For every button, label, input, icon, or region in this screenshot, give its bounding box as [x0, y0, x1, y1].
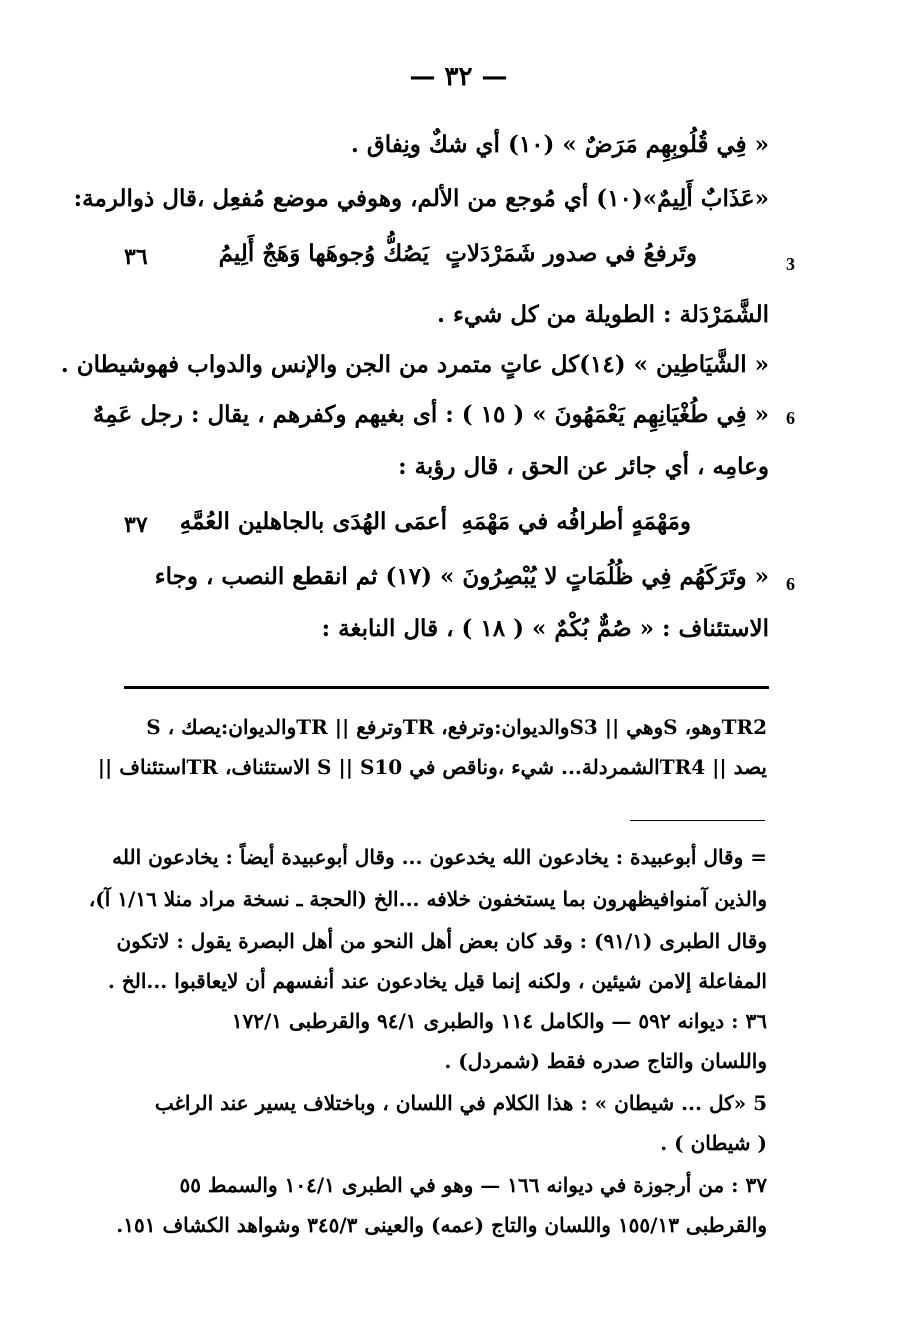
note-line: = وقال أبوعبيدة : يخادعون الله يخدعون ... وقال أبوعبيدة أيضاً : يخادعون الله [112, 845, 767, 869]
text-line: وعامِه ، أي جائر عن الحق ، قال رؤبة : [398, 453, 769, 480]
text-line: « فِي طُغْيَانِهِم يَعْمَهُونَ » ( ١٥ ) : أى بغيهم وكفرهم ، يقال : رجل عَمِهٌ [92, 401, 769, 428]
verse-number: ٣٦ [124, 244, 148, 270]
note-line: ٣٦ : ديوانه ٥٩٢ — والكامل ١١٤ والطبرى ٩٤/١ والقرطبى ١٧٢/١ [231, 1009, 767, 1033]
text-line: الشَّمَرْدَلة : الطويلة من كل شيء . [437, 301, 769, 328]
note-line: واللسان والتاج صدره فقط (شمردل) . [444, 1049, 767, 1073]
margin-line-marker: 6 [786, 574, 795, 594]
text-line: «عَذَابٌ أَلِيمٌ»(١٠) أي مُوجع من الألم، وهوفي موضع مُفعِل ،قال ذوالرمة: [73, 185, 769, 212]
verse-first-hemistich: وتَرفعُ في صدور شَمَرْدَلاتٍ [445, 240, 697, 267]
verse-second-hemistich: يَصُكُّ وُجوهَها وَهَجٌ أَلِيمُ [218, 240, 429, 267]
note-line: ( شيطان ) . [660, 1131, 767, 1155]
text-line: « الشَّيَاطِين » (١٤)كل عاتٍ متمرد من الجن والإنس والدواب فهوشيطان . [60, 351, 769, 378]
text-line: « وتَرَكَهُم فِي ظُلُمَاتٍ لا يُبْصِرُونَ » (١٧) ثم انقطع النصب ، وجاء [154, 563, 769, 590]
verse-number: ٣٧ [124, 512, 148, 538]
notes-divider [630, 820, 765, 821]
variant-line: يصد || TR4الشمردلة... شيء ،وناقص في S || S10 الاستئناف، TRاستئناف || [97, 755, 767, 779]
note-line: ٣٧ : من أرجوزة في ديوانه ١٦٦ — وهو في الطبرى ١٠٤/١ والسمط ٥٥ [179, 1173, 767, 1197]
note-line: والذين آمنوافيظهرون بما يستخفون خلافه ...الخ (الحجة ـ نسخة مراد منلا ١/١٦ آ)، [88, 887, 767, 911]
margin-line-marker: 6 [786, 408, 795, 428]
note-line: وقال الطبرى (٩١/١) : وقد كان بعض أهل النحو من أهل البصرة يقول : لاتكون [116, 929, 767, 953]
text-line: الاستئناف : « صُمٌّ بُكْمٌ » ( ١٨ ) ، قال النابغة : [321, 615, 769, 642]
text-line: « فِي قُلُوبِهِم مَرَضٌ » (١٠) أي شكٌ ونِفاق . [350, 131, 769, 158]
verse-second-hemistich: أعمَى الهُدَى بالجاهلين العُمَّهِ [179, 508, 447, 535]
footnote-divider [124, 686, 769, 689]
note-line: 5 «كل ... شيطان » : هذا الكلام في اللسان ، وباختلاف يسير عند الراغب [154, 1091, 767, 1115]
margin-line-marker: 3 [786, 254, 795, 274]
note-line: المفاعلة إلامن شيئين ، ولكنه إنما قيل يخادعون عند أنفسهم أن لايعاقبوا ...الخ . [107, 969, 767, 993]
verse-first-hemistich: ومَهْمَهٍ أطرافُه في مَهْمَهِ [461, 508, 691, 535]
page-number: — ٣٢ — [409, 62, 508, 92]
variant-line: TR2وهو، Sوهي || S3والديوان:وترفع، TRوترفع || TRوالديوان:يصك ، S [146, 715, 767, 739]
note-line: والقرطبى ١٥٥/١٣ واللسان والتاج (عمه) والعينى ٣٤٥/٣ وشواهد الكشاف ١٥١. [116, 1213, 767, 1237]
